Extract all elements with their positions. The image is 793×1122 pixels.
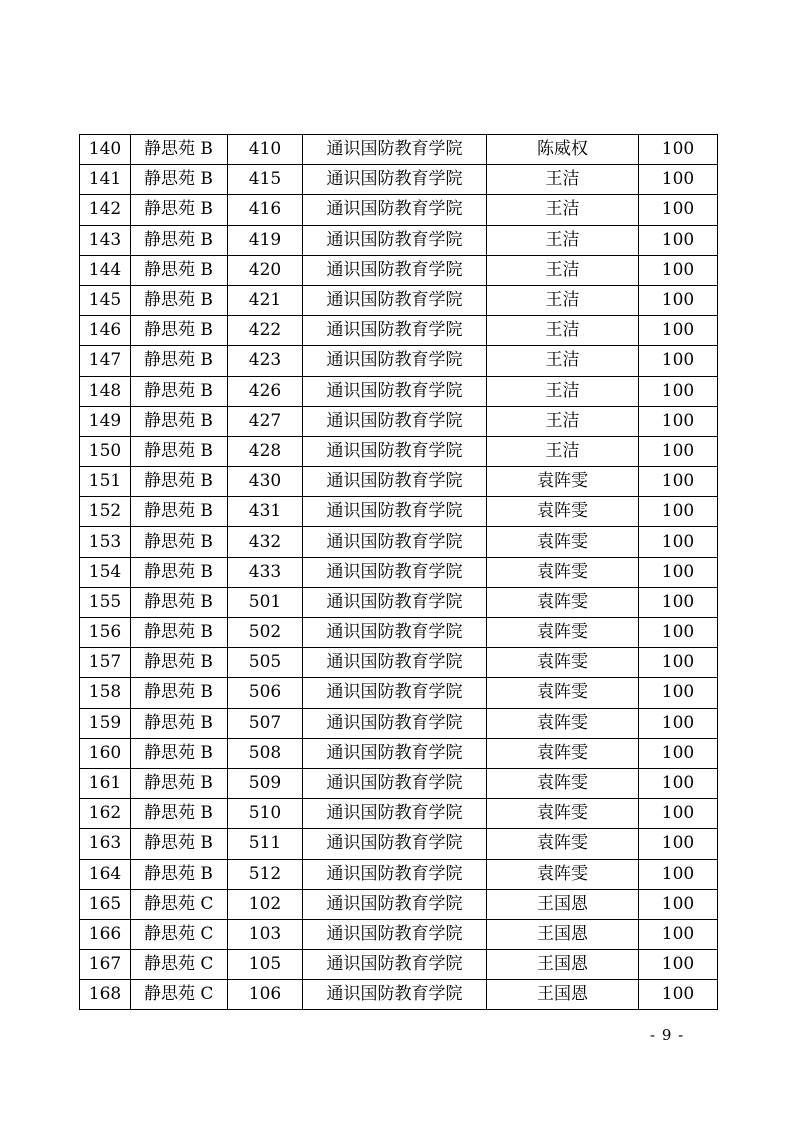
score-cell: 100: [639, 497, 718, 527]
staff-name-cell: 王洁: [487, 225, 639, 255]
college-cell: 通识国防教育学院: [303, 436, 487, 466]
table-row: [80, 467, 718, 497]
score-cell: 100: [639, 919, 718, 949]
college-cell: 通识国防教育学院: [303, 195, 487, 225]
row-number-cell: 153: [80, 527, 131, 557]
college-cell: 通识国防教育学院: [303, 678, 487, 708]
score-cell: 100: [639, 255, 718, 285]
table-row: [80, 829, 718, 859]
table-row: [80, 285, 718, 315]
building-cell: 静思苑 B: [131, 497, 228, 527]
staff-name-cell: 王洁: [487, 376, 639, 406]
building-cell: 静思苑 B: [131, 406, 228, 436]
staff-name-cell: 袁阵雯: [487, 738, 639, 768]
room-cell: 419: [228, 225, 303, 255]
staff-name-cell: 陈威权: [487, 135, 639, 165]
room-cell: 421: [228, 285, 303, 315]
row-number-cell: 166: [80, 919, 131, 949]
table-row: [80, 618, 718, 648]
staff-name-cell: 袁阵雯: [487, 527, 639, 557]
score-cell: 100: [639, 527, 718, 557]
row-number-cell: 168: [80, 980, 131, 1010]
college-cell: 通识国防教育学院: [303, 980, 487, 1010]
score-cell: 100: [639, 316, 718, 346]
building-cell: 静思苑 B: [131, 859, 228, 889]
room-cell: 410: [228, 135, 303, 165]
row-number-cell: 155: [80, 587, 131, 617]
building-cell: 静思苑 B: [131, 829, 228, 859]
row-number-cell: 140: [80, 135, 131, 165]
room-cell: 509: [228, 768, 303, 798]
table-row: [80, 195, 718, 225]
building-cell: 静思苑 B: [131, 467, 228, 497]
building-cell: 静思苑 C: [131, 950, 228, 980]
row-number-cell: 148: [80, 376, 131, 406]
table-row: [80, 950, 718, 980]
table-row: [80, 859, 718, 889]
table-row: [80, 919, 718, 949]
table-row: [80, 799, 718, 829]
room-cell: 501: [228, 587, 303, 617]
score-cell: 100: [639, 859, 718, 889]
room-cell: 505: [228, 648, 303, 678]
room-cell: 431: [228, 497, 303, 527]
table-row: [80, 436, 718, 466]
table-row: [80, 980, 718, 1010]
building-cell: 静思苑 B: [131, 557, 228, 587]
room-cell: 511: [228, 829, 303, 859]
row-number-cell: 161: [80, 768, 131, 798]
table-row: [80, 708, 718, 738]
table-row: [80, 346, 718, 376]
room-cell: 103: [228, 919, 303, 949]
table-row: [80, 406, 718, 436]
room-cell: 426: [228, 376, 303, 406]
room-cell: 423: [228, 346, 303, 376]
building-cell: 静思苑 B: [131, 316, 228, 346]
college-cell: 通识国防教育学院: [303, 527, 487, 557]
building-cell: 静思苑 B: [131, 618, 228, 648]
college-cell: 通识国防教育学院: [303, 919, 487, 949]
staff-name-cell: 王洁: [487, 255, 639, 285]
score-cell: 100: [639, 618, 718, 648]
building-cell: 静思苑 C: [131, 889, 228, 919]
college-cell: 通识国防教育学院: [303, 889, 487, 919]
table-row: [80, 678, 718, 708]
college-cell: 通识国防教育学院: [303, 467, 487, 497]
row-number-cell: 157: [80, 648, 131, 678]
row-number-cell: 163: [80, 829, 131, 859]
college-cell: 通识国防教育学院: [303, 859, 487, 889]
staff-name-cell: 袁阵雯: [487, 768, 639, 798]
room-cell: 508: [228, 738, 303, 768]
row-number-cell: 164: [80, 859, 131, 889]
table-row: [80, 376, 718, 406]
row-number-cell: 146: [80, 316, 131, 346]
score-cell: 100: [639, 587, 718, 617]
building-cell: 静思苑 B: [131, 708, 228, 738]
dormitory-table: [79, 134, 718, 1010]
row-number-cell: 143: [80, 225, 131, 255]
row-number-cell: 147: [80, 346, 131, 376]
college-cell: 通识国防教育学院: [303, 497, 487, 527]
staff-name-cell: 袁阵雯: [487, 618, 639, 648]
room-cell: 502: [228, 618, 303, 648]
room-cell: 422: [228, 316, 303, 346]
building-cell: 静思苑 B: [131, 648, 228, 678]
row-number-cell: 145: [80, 285, 131, 315]
score-cell: 100: [639, 768, 718, 798]
staff-name-cell: 袁阵雯: [487, 799, 639, 829]
building-cell: 静思苑 B: [131, 738, 228, 768]
score-cell: 100: [639, 708, 718, 738]
staff-name-cell: 王国恩: [487, 950, 639, 980]
staff-name-cell: 王洁: [487, 165, 639, 195]
staff-name-cell: 王洁: [487, 346, 639, 376]
college-cell: 通识国防教育学院: [303, 376, 487, 406]
room-cell: 510: [228, 799, 303, 829]
score-cell: 100: [639, 829, 718, 859]
staff-name-cell: 袁阵雯: [487, 497, 639, 527]
table-body: [80, 135, 718, 1010]
college-cell: 通识国防教育学院: [303, 829, 487, 859]
room-cell: 506: [228, 678, 303, 708]
score-cell: 100: [639, 467, 718, 497]
building-cell: 静思苑 C: [131, 980, 228, 1010]
staff-name-cell: 袁阵雯: [487, 829, 639, 859]
row-number-cell: 156: [80, 618, 131, 648]
table-row: [80, 225, 718, 255]
score-cell: 100: [639, 436, 718, 466]
score-cell: 100: [639, 225, 718, 255]
building-cell: 静思苑 B: [131, 285, 228, 315]
staff-name-cell: 袁阵雯: [487, 587, 639, 617]
college-cell: 通识国防教育学院: [303, 165, 487, 195]
building-cell: 静思苑 B: [131, 587, 228, 617]
row-number-cell: 159: [80, 708, 131, 738]
table-row: [80, 316, 718, 346]
room-cell: 106: [228, 980, 303, 1010]
page-number: - 9 -: [650, 1026, 685, 1044]
college-cell: 通识国防教育学院: [303, 587, 487, 617]
score-cell: 100: [639, 406, 718, 436]
room-cell: 512: [228, 859, 303, 889]
score-cell: 100: [639, 195, 718, 225]
building-cell: 静思苑 B: [131, 799, 228, 829]
building-cell: 静思苑 B: [131, 135, 228, 165]
table-row: [80, 255, 718, 285]
score-cell: 100: [639, 678, 718, 708]
score-cell: 100: [639, 557, 718, 587]
table-row: [80, 135, 718, 165]
table-row: [80, 557, 718, 587]
room-cell: 430: [228, 467, 303, 497]
score-cell: 100: [639, 799, 718, 829]
staff-name-cell: 王洁: [487, 316, 639, 346]
room-cell: 428: [228, 436, 303, 466]
row-number-cell: 144: [80, 255, 131, 285]
college-cell: 通识国防教育学院: [303, 799, 487, 829]
room-cell: 416: [228, 195, 303, 225]
room-cell: 105: [228, 950, 303, 980]
row-number-cell: 142: [80, 195, 131, 225]
table-row: [80, 768, 718, 798]
score-cell: 100: [639, 165, 718, 195]
staff-name-cell: 王国恩: [487, 889, 639, 919]
college-cell: 通识国防教育学院: [303, 618, 487, 648]
row-number-cell: 141: [80, 165, 131, 195]
table-row: [80, 165, 718, 195]
staff-name-cell: 王洁: [487, 406, 639, 436]
row-number-cell: 152: [80, 497, 131, 527]
table-row: [80, 738, 718, 768]
building-cell: 静思苑 B: [131, 195, 228, 225]
building-cell: 静思苑 B: [131, 376, 228, 406]
room-cell: 415: [228, 165, 303, 195]
room-cell: 427: [228, 406, 303, 436]
row-number-cell: 151: [80, 467, 131, 497]
room-cell: 433: [228, 557, 303, 587]
staff-name-cell: 袁阵雯: [487, 708, 639, 738]
building-cell: 静思苑 B: [131, 527, 228, 557]
row-number-cell: 150: [80, 436, 131, 466]
room-cell: 420: [228, 255, 303, 285]
college-cell: 通识国防教育学院: [303, 648, 487, 678]
building-cell: 静思苑 B: [131, 255, 228, 285]
score-cell: 100: [639, 980, 718, 1010]
building-cell: 静思苑 B: [131, 165, 228, 195]
table-row: [80, 527, 718, 557]
score-cell: 100: [639, 285, 718, 315]
row-number-cell: 167: [80, 950, 131, 980]
score-cell: 100: [639, 346, 718, 376]
row-number-cell: 165: [80, 889, 131, 919]
college-cell: 通识国防教育学院: [303, 557, 487, 587]
staff-name-cell: 袁阵雯: [487, 678, 639, 708]
college-cell: 通识国防教育学院: [303, 135, 487, 165]
college-cell: 通识国防教育学院: [303, 708, 487, 738]
table-row: [80, 497, 718, 527]
score-cell: 100: [639, 950, 718, 980]
staff-name-cell: 袁阵雯: [487, 648, 639, 678]
college-cell: 通识国防教育学院: [303, 225, 487, 255]
college-cell: 通识国防教育学院: [303, 346, 487, 376]
staff-name-cell: 王洁: [487, 436, 639, 466]
building-cell: 静思苑 C: [131, 919, 228, 949]
score-cell: 100: [639, 648, 718, 678]
row-number-cell: 154: [80, 557, 131, 587]
college-cell: 通识国防教育学院: [303, 285, 487, 315]
score-cell: 100: [639, 889, 718, 919]
table-row: [80, 889, 718, 919]
college-cell: 通识国防教育学院: [303, 950, 487, 980]
college-cell: 通识国防教育学院: [303, 316, 487, 346]
room-cell: 432: [228, 527, 303, 557]
row-number-cell: 158: [80, 678, 131, 708]
building-cell: 静思苑 B: [131, 346, 228, 376]
college-cell: 通识国防教育学院: [303, 738, 487, 768]
staff-name-cell: 王国恩: [487, 980, 639, 1010]
staff-name-cell: 王洁: [487, 285, 639, 315]
staff-name-cell: 袁阵雯: [487, 467, 639, 497]
room-cell: 507: [228, 708, 303, 738]
row-number-cell: 149: [80, 406, 131, 436]
score-cell: 100: [639, 738, 718, 768]
room-cell: 102: [228, 889, 303, 919]
building-cell: 静思苑 B: [131, 436, 228, 466]
staff-name-cell: 袁阵雯: [487, 557, 639, 587]
college-cell: 通识国防教育学院: [303, 768, 487, 798]
table-row: [80, 587, 718, 617]
college-cell: 通识国防教育学院: [303, 255, 487, 285]
staff-name-cell: 王洁: [487, 195, 639, 225]
table-row: [80, 648, 718, 678]
building-cell: 静思苑 B: [131, 678, 228, 708]
college-cell: 通识国防教育学院: [303, 406, 487, 436]
building-cell: 静思苑 B: [131, 768, 228, 798]
building-cell: 静思苑 B: [131, 225, 228, 255]
score-cell: 100: [639, 376, 718, 406]
row-number-cell: 162: [80, 799, 131, 829]
score-cell: 100: [639, 135, 718, 165]
staff-name-cell: 袁阵雯: [487, 859, 639, 889]
staff-name-cell: 王国恩: [487, 919, 639, 949]
row-number-cell: 160: [80, 738, 131, 768]
